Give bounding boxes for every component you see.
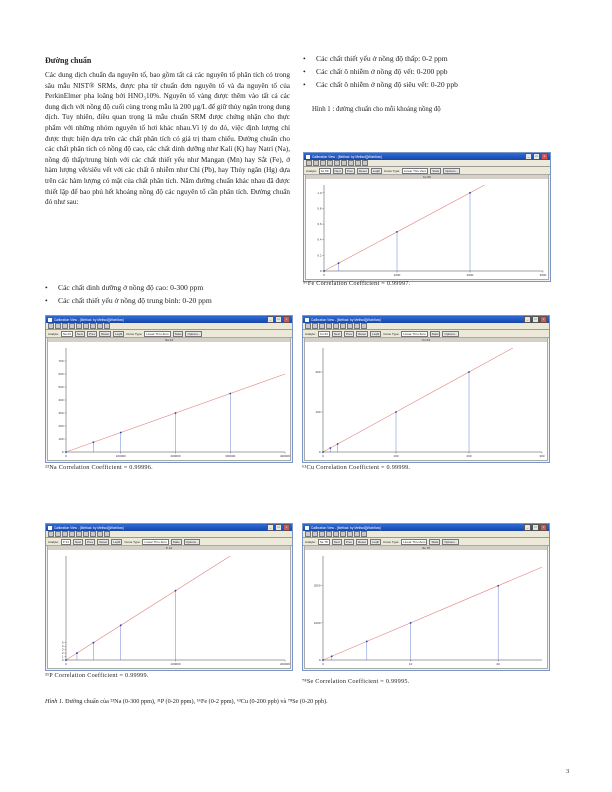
control-button[interactable]: Next [333,331,341,336]
caption-fe: ⁵⁶Fe Correlation Coefficient = 0.99997. [303,280,411,287]
x-tick-label: 0 [323,273,325,277]
left-bullet-list [45,281,295,307]
caption-se: ⁷⁸Se Correlation Coefficient = 0.99995. [302,678,410,685]
window-title: Calibration View - [Method: by Method][Workflow] [54,525,124,530]
maximize-button[interactable]: □ [532,524,539,531]
y-tick-label: 600 [58,372,64,376]
data-point [322,659,324,661]
toolbar-tool-icon[interactable] [306,160,312,166]
window-title: Calibration View - [Method: by Method][Workflow] [54,317,124,322]
toolbar-tool-icon[interactable] [319,323,325,329]
toolbar-tool-icon[interactable] [340,323,346,329]
plot-header-strip: P 31 [48,546,290,550]
fit-line [323,348,513,452]
toolbar-tool-icon[interactable] [305,323,311,329]
curve-type-select[interactable]: Linear Thru Zero [403,331,426,336]
x-tick-label: 200000 [170,454,181,458]
y-tick-label: 3 [61,647,64,652]
y-tick-label: 0 [61,658,64,662]
plot-header-strip: Cu 63 [305,338,547,342]
window-title: Calibration View - [Method: by Method][Workflow] [311,525,381,530]
control-button[interactable]: Prev [346,168,353,173]
control-button[interactable]: Lsqfit [372,331,380,336]
plot-area [47,337,291,461]
window-controls [524,524,547,531]
app-icon [48,526,52,530]
bullet-high-nutrients: • Các chất dinh dưỡng ở nồng độ cao: 0-300 ppm [45,281,295,294]
window-toolbar [303,531,549,538]
control-button[interactable]: Lsqfit [371,539,380,544]
toolbar-tool-icon[interactable] [320,160,326,166]
stats-button[interactable]: Stats [432,168,440,173]
data-point [76,652,78,654]
control-button[interactable]: Prev [87,539,94,544]
data-point [366,641,368,643]
toolbar-tool-icon[interactable] [312,531,318,537]
x-tick-label: 300000 [225,454,236,458]
app-icon [306,155,310,159]
analyte-label: Analyte: [305,539,316,544]
control-button[interactable]: Next [334,168,341,173]
window-title: Calibration View - [Method: by Method][Workflow] [312,154,382,159]
figure-title: Hình 1 : đường chuẩn cho mỗi khoảng nồng độ [312,106,441,113]
analyte-select[interactable]: Cu 63 [319,331,328,336]
caption-cu: ⁶³Cu Correlation Coefficient = 0.99999. [302,464,411,471]
toolbar-tool-icon[interactable] [76,323,82,329]
y-tick-label: 300 [58,411,64,415]
data-point [323,270,325,272]
x-tick-label: 100000 [115,454,126,458]
minimize-button[interactable]: _ [525,153,532,160]
stats-button[interactable]: Stats [174,331,182,336]
data-point [396,231,398,233]
y-tick-label: 0 [319,269,322,273]
toolbar-tool-icon[interactable] [341,160,347,166]
control-button[interactable]: Lsqfit [115,331,123,336]
y-tick-label: 0.6 [317,222,322,227]
toolbar-tool-icon[interactable] [347,323,353,329]
analyte-select[interactable]: P 31 [62,539,69,544]
y-tick-label: 5 [61,640,64,645]
analyte-select[interactable]: Na 23 [62,331,71,336]
toolbar-tool-icon[interactable] [90,531,96,537]
options-button[interactable]: Options... [187,331,201,336]
plot-area [47,545,291,669]
toolbar-tool-icon[interactable] [347,531,353,537]
minimize-button[interactable]: _ [267,524,274,531]
data-point [229,393,231,395]
control-button[interactable]: Prev [89,331,96,336]
y-tick-label: 700 [58,359,64,363]
control-button[interactable]: Reset [101,331,110,336]
analyte-label: Analyte: [306,168,317,173]
close-button[interactable]: × [541,153,548,160]
y-tick-label: 400 [58,398,64,402]
y-tick-label: 200 [58,424,64,428]
toolbar-tool-icon[interactable] [326,531,332,537]
toolbar-tool-icon[interactable] [312,323,318,329]
x-tick-label: 0 [65,454,67,458]
toolbar-tool-icon[interactable] [355,160,361,166]
analyte-label: Analyte: [305,331,316,336]
data-point [497,585,499,587]
minimize-button[interactable]: _ [524,316,531,323]
window-titlebar [303,524,549,531]
fit-line [324,185,485,271]
x-tick-label: 10 [408,662,413,666]
data-point [65,451,67,453]
data-point [395,411,397,413]
control-button[interactable]: Lsqfit [113,539,121,544]
toolbar-tool-icon[interactable] [348,160,354,166]
calibration-window-na [45,315,293,463]
options-button[interactable]: Options... [444,539,458,544]
y-tick-label: 1000 [313,620,321,625]
window-titlebar [46,316,292,323]
curve-type-select[interactable]: Linear Thru Zero [144,539,167,544]
x-tick-label: 0 [65,662,67,666]
x-tick-label: 200000 [279,662,291,666]
control-button[interactable]: Reset [358,331,367,336]
toolbar-tool-icon[interactable] [313,160,319,166]
window-titlebar [46,524,292,531]
maximize-button[interactable]: □ [532,316,539,323]
fit-line [66,556,230,660]
figure-caption-label: Hình 1. [45,698,64,705]
toolbar-tool-icon[interactable] [326,323,332,329]
y-tick-label: 2000 [313,583,321,588]
window-controls [267,524,290,531]
app-icon [305,526,309,530]
window-toolbar [304,160,550,167]
toolbar-tool-icon[interactable] [354,531,360,537]
close-button[interactable]: × [540,316,547,323]
data-point [410,622,412,624]
window-toolbar [46,531,292,538]
control-button[interactable]: Next [333,539,340,544]
control-button[interactable]: Reset [358,539,366,544]
y-tick-label: 500 [58,385,64,389]
data-point [338,262,340,264]
y-tick-label: 0.8 [317,206,322,211]
control-button[interactable]: Reset [99,539,108,544]
toolbar-tool-icon[interactable] [340,531,346,537]
y-tick-label: 4 [61,644,64,649]
y-tick-label: 0 [318,658,321,662]
toolbar-tool-icon[interactable] [327,160,333,166]
y-tick-label: 0 [318,450,321,454]
curve-type-label: Curve Type: [383,168,400,173]
toolbar-tool-icon[interactable] [76,531,82,537]
stats-button[interactable]: Stats [431,331,439,336]
curve-type-label: Curve Type: [383,539,400,544]
minimize-button[interactable]: _ [524,524,531,531]
maximize-button[interactable]: □ [275,316,282,323]
x-tick-label: 0 [322,662,324,666]
page-number: 3 [566,768,570,775]
caption-na: ²³Na Correlation Coefficient = 0.99996. [45,464,153,471]
y-tick-label: 0 [61,450,64,454]
window-titlebar [303,316,549,323]
toolbar-tool-icon[interactable] [55,323,61,329]
toolbar-tool-icon[interactable] [334,160,340,166]
close-button[interactable]: × [283,316,290,323]
calibration-window-cu [302,315,550,463]
window-titlebar [304,153,550,160]
toolbar-tool-icon[interactable] [48,531,54,537]
window-toolbar [46,323,292,330]
control-button[interactable]: Prev [346,331,353,336]
stats-button[interactable]: Stats [431,539,439,544]
body-paragraph: Các dung dịch chuẩn đa nguyên tố, bao gồm tất cả các nguyên tố phân tích có trong sâu mẫu NIST® SRMs, được pha từ chuẩn đơn nguyên tố và đa nguyên tố của PerkinElmer pha loãng bởi HNO₃10%. Nguyên tố vàng được thêm vào tất cả các dung dịch với nồng độ cuối cùng trong mẫu là 200 µg/L để giữ thủy ngân trong dung dịch. Tuy nhiên, điều quan trọng là mẫu chuẩn SRM được chứng nhận cho thực phẩm với những nhóm nguyên tố hơi khác nhau.Vì lý do đó, việc định lượng chỉ được thực hiện dựa trên các chất phân tích có giá trị tham chiếu. Đường chuẩn cho các chất phân tích có nồng độ cao, các chất dinh dưỡng như Kali (K) hay Natri (Na), nồng độ thấp/trung bình với các chất thiết yếu như Mangan (Mn) hay Sắt (Fe), ở hàm lượng vết/siêu vết với các chất ô nhiễm như Chì (Pb), hay Thủy ngân (Hg) dựa trên các hàm lượng có mặt của chất phân tích. Năm đường chuẩn khác nhau đã được thiết lập để bao phủ hết khoảng nồng độ các nguyên tố cần phân tích. Đường chuẩn đó như sau: [45,71,290,207]
x-tick-label: 100000 [170,662,181,666]
stats-button[interactable]: Stats [172,539,180,544]
app-icon [48,318,52,322]
window-title: Calibration View - [Method: by Method][Workflow] [311,317,381,322]
curve-type-select[interactable]: Linear Thru Zero [404,168,427,173]
toolbar-tool-icon[interactable] [333,323,339,329]
toolbar-tool-icon[interactable] [104,323,110,329]
caption-p: ³¹P Correlation Coefficient = 0.99999. [45,672,149,679]
toolbar-tool-icon[interactable] [354,323,360,329]
toolbar-tool-icon[interactable] [361,323,367,329]
window-controls [267,316,290,323]
options-button[interactable]: Options... [444,331,458,336]
calibration-chart [306,179,549,280]
bullet-ultratrace-contaminants: • Các chất ô nhiễm ở nồng độ siêu vết: 0-20 ppb [303,78,563,91]
right-bullet-list [303,52,563,92]
toolbar-tool-icon[interactable] [69,531,75,537]
curve-type-select[interactable]: Linear Thru Zero [403,539,426,544]
data-point [337,443,339,445]
toolbar-tool-icon[interactable] [83,323,89,329]
x-tick-label: 400000 [279,454,291,458]
figure-caption [45,698,328,705]
bullet-medium-essentials: • Các chất thiết yếu ở nồng độ trung bình: 0-20 ppm [45,294,295,307]
toolbar-tool-icon[interactable] [90,323,96,329]
toolbar-tool-icon[interactable] [333,531,339,537]
analyte-label: Analyte: [48,539,59,544]
data-point [175,590,177,592]
maximize-button[interactable]: □ [275,524,282,531]
toolbar-tool-icon[interactable] [62,323,68,329]
curve-type-label: Curve Type: [124,539,141,544]
x-tick-label: 200 [466,454,472,458]
figure-caption-text: Đường chuẩn của ²³Na (0-300 ppm), ³¹P (0-20 ppm), ⁵⁶Fe (0-2 ppm), ⁶³Cu (0-200 ppb) và ⁷⁸Se (0-20 ppb). [65,698,328,705]
data-point [468,371,470,373]
toolbar-tool-icon[interactable] [62,531,68,537]
plot-area [304,545,548,669]
toolbar-tool-icon[interactable] [104,531,110,537]
calibration-window-p [45,523,293,671]
control-button[interactable]: Prev [345,539,353,544]
y-tick-label: 1 [61,654,64,659]
calibration-window-fe [303,152,551,282]
toolbar-tool-icon[interactable] [305,531,311,537]
data-point [120,432,122,434]
calibration-chart [48,550,291,669]
x-tick-label: 20 [496,662,500,666]
toolbar-tool-icon[interactable] [361,531,367,537]
toolbar-tool-icon[interactable] [69,323,75,329]
bullet-trace-contaminants: • Các chất ô nhiễm ở nồng độ vết: 0-200 ppb [303,65,563,78]
data-point [331,655,333,657]
data-point [92,441,94,443]
toolbar-tool-icon[interactable] [362,160,368,166]
analyte-select[interactable]: Fe 56 [320,168,329,173]
control-button[interactable]: Reset [358,168,367,173]
x-tick-label: 300 [539,454,545,458]
y-tick-label: 100 [315,410,321,414]
minimize-button[interactable]: _ [267,316,274,323]
data-point [65,659,67,661]
y-tick-label: 1.0 [317,190,322,195]
close-button[interactable]: × [283,524,290,531]
calibration-chart [305,342,548,461]
x-tick-label: 2000 [466,273,474,277]
calibration-window-se [302,523,550,671]
data-point [469,192,471,194]
plot-header-strip: Fe 56 [306,175,548,179]
control-button[interactable]: Next [76,331,84,336]
window-controls [525,153,548,160]
plot-header-strip: Se 78 [305,546,547,550]
y-tick-label: 2 [61,651,64,656]
x-tick-label: 3000 [539,273,547,277]
options-button[interactable]: Options... [445,168,458,173]
options-button[interactable]: Options... [185,539,199,544]
x-tick-label: 1000 [393,273,401,277]
curve-type-select[interactable]: Linear Thru Zero [146,331,169,336]
data-point [92,642,94,644]
toolbar-tool-icon[interactable] [97,531,103,537]
y-tick-label: 100 [58,437,64,441]
x-tick-label: 100 [393,454,399,458]
control-button[interactable]: Lsqfit [372,168,380,173]
plot-header-strip: Na 23 [48,338,290,342]
toolbar-tool-icon[interactable] [83,531,89,537]
close-button[interactable]: × [540,524,547,531]
y-tick-label: 0.2 [317,253,322,258]
data-point [120,624,122,626]
fit-line [323,567,542,660]
control-button[interactable]: Next [74,539,82,544]
curve-type-label: Curve Type: [126,331,143,336]
y-tick-label: 0.4 [317,237,322,242]
toolbar-tool-icon[interactable] [319,531,325,537]
app-icon [305,318,309,322]
section-heading: Đường chuẩn [45,56,92,65]
calibration-chart [48,342,291,461]
analyte-label: Analyte: [48,331,59,336]
toolbar-tool-icon[interactable] [97,323,103,329]
data-point [175,412,177,414]
plot-area [305,174,549,280]
y-tick-label: 200 [315,370,321,374]
window-toolbar [303,323,549,330]
plot-area [304,337,548,461]
curve-type-label: Curve Type: [383,331,400,336]
toolbar-tool-icon[interactable] [55,531,61,537]
bullet-low-essentials: • Các chất thiết yếu ở nồng độ thấp: 0-2 ppm [303,52,563,65]
maximize-button[interactable]: □ [533,153,540,160]
toolbar-tool-icon[interactable] [48,323,54,329]
data-point [329,447,331,449]
analyte-select[interactable]: Se 78 [319,539,328,544]
calibration-chart [305,550,548,669]
data-point [322,451,324,453]
x-tick-label: 0 [322,454,324,458]
window-controls [524,316,547,323]
